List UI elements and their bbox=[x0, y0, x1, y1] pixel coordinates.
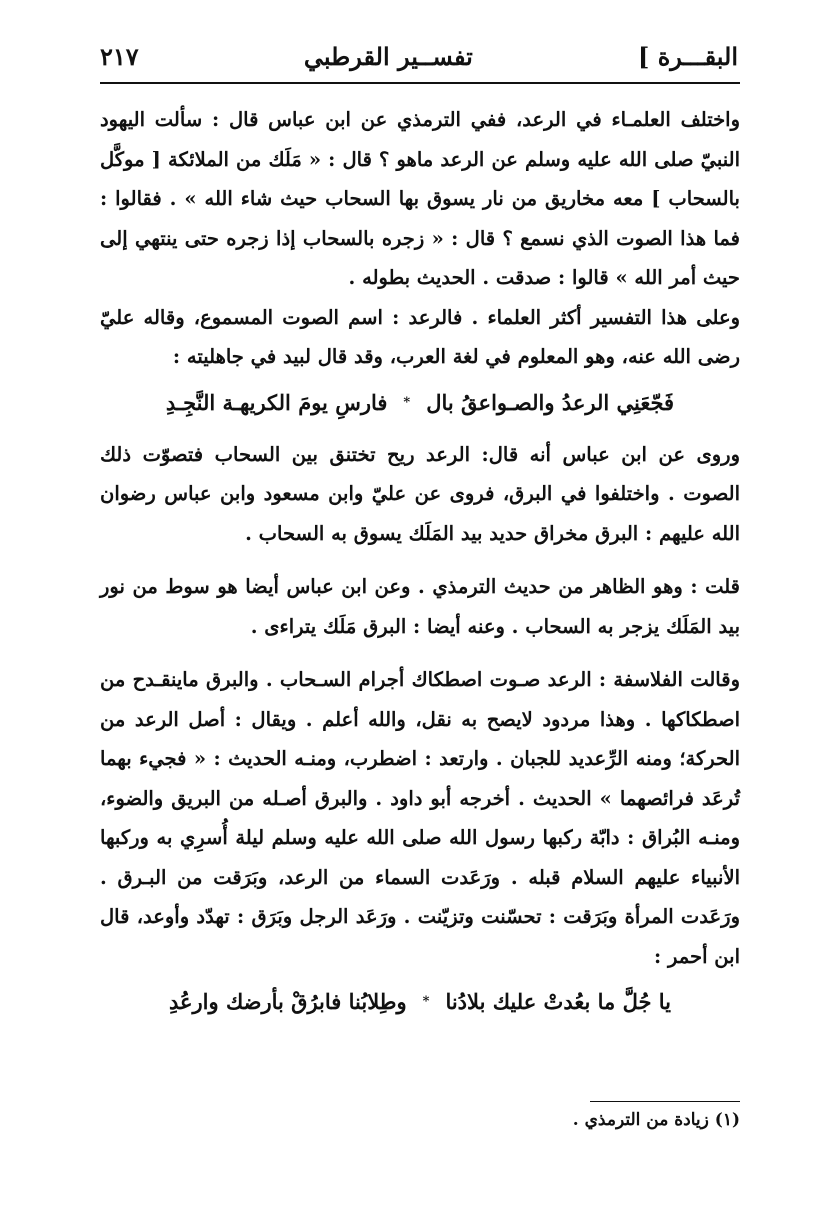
verse-1-left: فارسِ يومَ الكريهـة النَّجِـدِ bbox=[165, 389, 388, 415]
page-number: ٢١٧ bbox=[100, 41, 139, 71]
verse-1-right: فَجّعَنِي الرعدُ والصـواعقُ بال bbox=[426, 389, 675, 415]
header-divider bbox=[100, 82, 740, 84]
verse-separator: * bbox=[422, 994, 430, 1009]
footnote-divider bbox=[590, 1101, 740, 1102]
paragraph-5: وقالت الفلاسفة : الرعد صـوت اصطكاك أجرام السـحاب . والبرق ماينقـدح من اصطكاكها . وهذا مردود لايصح به نقل، والله أعلم . ويقال : أصل الرعد من الحركة؛ ومنه الرِّعديد للجبان . وارتعد : اضطرب، ومنـه الحديث : « فجيء بهما تُرعَد فرائصهما » الحديث . أخرجه أبو داود . والبرق أصـله من البريق والضوء، ومنـه البُراق : دابّة ركبها رسول الله صلى الله عليه وسلم ليلة أُسرِي به وركبها الأنبياء عليهم السلام قبله . ورَعَدت السماء من الرعد، وبَرَقت من البـرق . ورَعَدت المرأة وبَرَقت : تحسّنت وتزيّنت . ورَعَد الرجل وبَرَق : تهدّد وأوعد، قال ابن أحمر : bbox=[100, 668, 740, 968]
poetry-verse-1 bbox=[100, 381, 740, 425]
paragraph-1: واختلف العلمـاء في الرعد، ففي الترمذي عن ابن عباس قال : سألت اليهود النبيّ صلى الله عليه وسلم عن الرعد ماهو ؟ قال : « مَلَك من الملائكة [ موكَّل بالسحاب ] معه مخاريق من نار يسوق بها السحاب حيث شاء الله » . فقالوا : فما هذا الصوت الذي نسمع ؟ قال : « زجره بالسحاب إذا زجره حتى ينتهي إلى حيث أمر الله » قالوا : صدقت . الحديث بطوله . bbox=[100, 108, 740, 289]
paragraph-4: قلت : وهو الظاهر من حديث الترمذي . وعن ابن عباس أيضا هو سوط من نور بيد المَلَك يزجر به السحاب . وعنه أيضا : البرق مَلَك يتراءى . bbox=[100, 575, 740, 638]
paragraph-3: وروى عن ابن عباس أنه قال: الرعد ريح تختنق بين السحاب فتصوّت ذلك الصوت . واختلفوا في البرق، فروى عن عليّ وابن مسعود وابن عباس رضوان الله عليهم : البرق مخراق حديد بيد المَلَك يسوق به السحاب . bbox=[100, 442, 740, 545]
sura-name: البقـــرة ] bbox=[638, 41, 738, 71]
verse-2-left: وطِلابُنا فابرُقْ بأرضك وارعُدِ bbox=[168, 989, 407, 1014]
body-text bbox=[100, 100, 740, 1034]
poetry-verse-2 bbox=[100, 980, 740, 1024]
footnote: (١) زيادة من الترمذي . bbox=[572, 1110, 740, 1130]
verse-separator: * bbox=[403, 394, 411, 410]
page-header bbox=[100, 32, 740, 80]
paragraph-2: وعلى هذا التفسير أكثر العلماء . فالرعد : اسم الصوت المسموع، وقاله عليّ رضى الله عنه، وهو المعلوم في لغة العرب، وقد قال لبيد في جاهليته : bbox=[100, 305, 740, 368]
verse-2-right: يا جُلَّ ما بعُدتْ عليك بلادُنا bbox=[445, 989, 672, 1014]
book-title: تفســير القرطبي bbox=[303, 41, 473, 71]
